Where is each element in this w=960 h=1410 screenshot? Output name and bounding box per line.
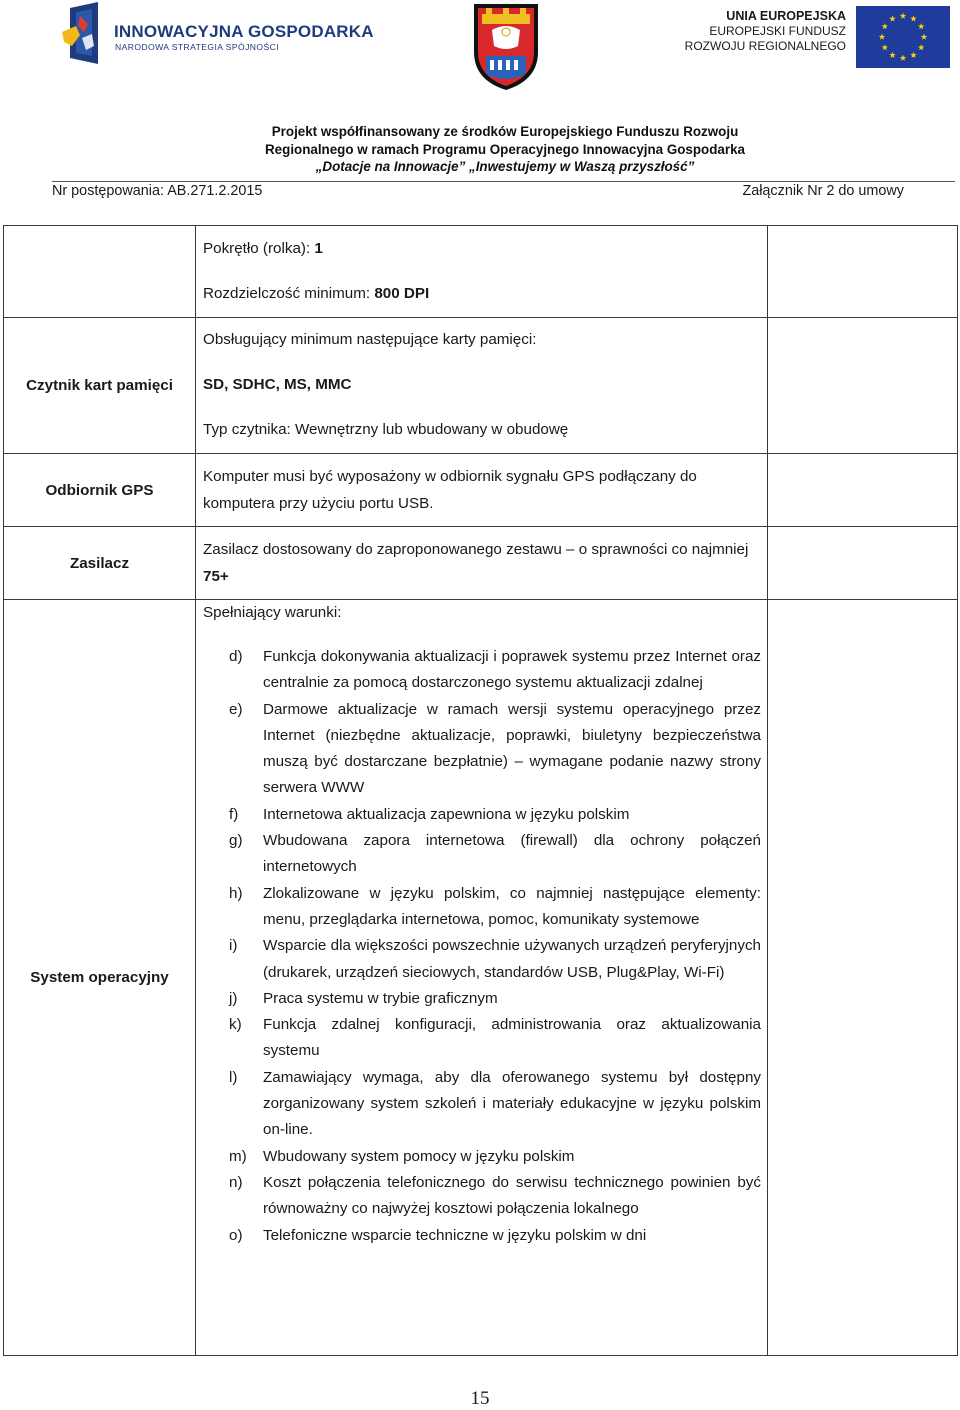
- project-line-2: Regionalnego w ramach Programu Operacyjnego Innowacyjna Gospodarka: [265, 141, 745, 157]
- list-item-text: Funkcja dokonywania aktualizacji i poprawek systemu przez Internet oraz centralnie za pomocą dostarczonego systemu aktualizacji zdalnej: [263, 648, 761, 692]
- row-label-cell: [4, 226, 196, 318]
- list-item: [229, 1012, 761, 1065]
- mouse-scroll-spec: [196, 236, 767, 262]
- mouse-dpi-label: Rozdzielczość minimum:: [203, 285, 375, 303]
- row-offer-cell: [768, 600, 958, 1356]
- page-number: 15: [470, 1388, 490, 1409]
- list-item-text: Darmowe aktualizacje w ramach wersji systemu operacyjnego przez Internet (niezbędne aktualizacje, poprawki, biuletyny bezpieczeństwa muszą być dostarczane bezpłatnie) – wymagane podanie nazwy strony serwera WWW: [263, 700, 761, 797]
- list-item-marker: k): [229, 1016, 242, 1034]
- list-item: [229, 1170, 761, 1223]
- card-reader-card-types: SD, SDHC, MS, MMC: [203, 376, 352, 394]
- table-row-card-reader: [4, 318, 958, 454]
- eu-logo-text: [685, 9, 846, 54]
- list-item-text: Zlokalizowane w języku polskim, co najmniej następujące elementy: menu, przeglądarka internetowa, pomoc, komunikaty systemowe: [263, 884, 761, 928]
- list-item: [229, 1144, 761, 1170]
- list-item-text: Funkcja zdalnej konfiguracji, administrowania oraz aktualizowania systemu: [263, 1016, 761, 1060]
- list-item-marker: o): [229, 1226, 243, 1244]
- list-item: [229, 802, 761, 828]
- list-item-text: Praca systemu w trybie graficznym: [263, 989, 498, 1007]
- list-item: [229, 828, 761, 881]
- eu-logo: [684, 6, 952, 66]
- list-item-text: Wbudowany system pomocy w języku polskim: [263, 1147, 575, 1165]
- row-offer-cell: [768, 226, 958, 318]
- city-crest-icon: [468, 0, 544, 92]
- list-item-marker: m): [229, 1147, 247, 1165]
- mouse-scroll-value: 1: [314, 239, 323, 257]
- list-item: [229, 1223, 761, 1249]
- list-item-marker: f): [229, 805, 239, 823]
- row-label-psu: Zasilacz: [4, 527, 196, 600]
- row-label-os: System operacyjny: [4, 600, 196, 1356]
- project-line-3: „Dotacje na Innowacje” „Inwestujemy w Waszą przyszłość”: [315, 159, 695, 174]
- list-item-marker: e): [229, 700, 243, 718]
- list-item-text: Koszt połączenia telefonicznego do serwisu technicznego powinien być równoważny co najwyżej kosztowi połączenia lokalnego: [263, 1173, 761, 1218]
- row-label-gps: Odbiornik GPS: [4, 454, 196, 527]
- row-spec-cell: [196, 454, 768, 527]
- list-item: [229, 881, 761, 934]
- list-item: [229, 933, 761, 986]
- list-item: [229, 986, 761, 1012]
- list-item-text: Telefoniczne wsparcie techniczne w języku polskim w dni: [263, 1226, 647, 1244]
- card-reader-support-text: Obsługujący minimum następujące karty pamięci:: [203, 331, 537, 349]
- list-item-marker: g): [229, 832, 243, 850]
- row-spec-cell: [196, 600, 768, 1356]
- header-divider: [52, 181, 955, 182]
- row-spec-cell: [196, 527, 768, 600]
- list-item-marker: d): [229, 648, 243, 665]
- os-intro-text: Spełniający warunki:: [203, 604, 342, 621]
- card-reader-type: Typ czytnika: Wewnętrzny lub wbudowany w obudowę: [203, 421, 569, 439]
- mouse-dpi-value: 800 DPI: [374, 285, 430, 303]
- list-item-text: Wbudowana zapora internetowa (firewall) dla ochrony połączeń internetowych: [263, 832, 761, 876]
- table-row-os: [4, 600, 958, 1356]
- eu-flag-icon: [856, 6, 950, 68]
- row-offer-cell: [768, 527, 958, 600]
- proceeding-number: Nr postępowania: AB.271.2.2015: [52, 183, 263, 199]
- mouse-dpi-spec: [196, 281, 767, 307]
- innowacyjna-gospodarka-logo: [62, 2, 374, 66]
- list-item-marker: h): [229, 884, 243, 902]
- specification-table: [3, 225, 958, 1356]
- list-item-marker: l): [229, 1068, 238, 1086]
- attachment-label: Załącznik Nr 2 do umowy: [742, 183, 904, 199]
- list-item-text: Internetowa aktualizacja zapewniona w języku polskim: [263, 805, 630, 823]
- psu-efficiency-value: 75+: [203, 568, 229, 585]
- list-item-marker: n): [229, 1173, 243, 1191]
- table-row-mouse: [4, 226, 958, 318]
- ig-logo-icon: [62, 2, 102, 64]
- list-item-marker: i): [229, 937, 238, 955]
- ig-logo-subtitle: NARODOWA STRATEGIA SPÓJNOŚCI: [115, 42, 279, 52]
- list-item-text: Wsparcie dla większości powszechnie używanych urządzeń peryferyjnych (drukarek, urządzeń sieciowych, standardów USB, Plug&Play, Wi-Fi): [263, 937, 761, 981]
- row-offer-cell: [768, 454, 958, 527]
- row-spec-cell: [196, 318, 768, 454]
- psu-spec-text: [196, 536, 767, 590]
- list-item: [229, 697, 761, 802]
- list-item: [229, 644, 761, 697]
- list-item: [229, 1065, 761, 1144]
- os-requirements-list: [196, 644, 767, 1249]
- psu-spec-prefix: Zasilacz dostosowany do zaproponowanego zestawu – o sprawności co najmniej: [203, 541, 749, 558]
- list-item-marker: j): [229, 989, 238, 1007]
- project-line-1: Projekt współfinansowany ze środków Europejskiego Funduszu Rozwoju: [271, 124, 739, 139]
- eu-logo-line2: EUROPEJSKI FUNDUSZ: [709, 24, 846, 38]
- table-row-gps: [4, 454, 958, 527]
- table-row-psu: [4, 527, 958, 600]
- row-offer-cell: [768, 318, 958, 454]
- ig-logo-title: INNOWACYJNA GOSPODARKA: [114, 22, 374, 41]
- row-spec-cell: [196, 226, 768, 318]
- gps-spec-text: Komputer musi być wyposażony w odbiornik sygnału GPS podłączany do komputera przy użyciu portu USB.: [203, 468, 697, 512]
- list-item-text: Zamawiający wymaga, aby dla oferowanego systemu był dostępny zorganizowany system szkoleń i materiały edukacyjne w języku polskim on-line.: [263, 1068, 761, 1139]
- eu-logo-line3: ROZWOJU REGIONALNEGO: [684, 39, 846, 53]
- eu-logo-line1: UNIA EUROPEJSKA: [726, 9, 846, 23]
- mouse-scroll-label: Pokrętło (rolka):: [203, 239, 315, 257]
- row-label-card-reader: Czytnik kart pamięci: [4, 318, 196, 454]
- project-cofinancing-info: [0, 123, 960, 176]
